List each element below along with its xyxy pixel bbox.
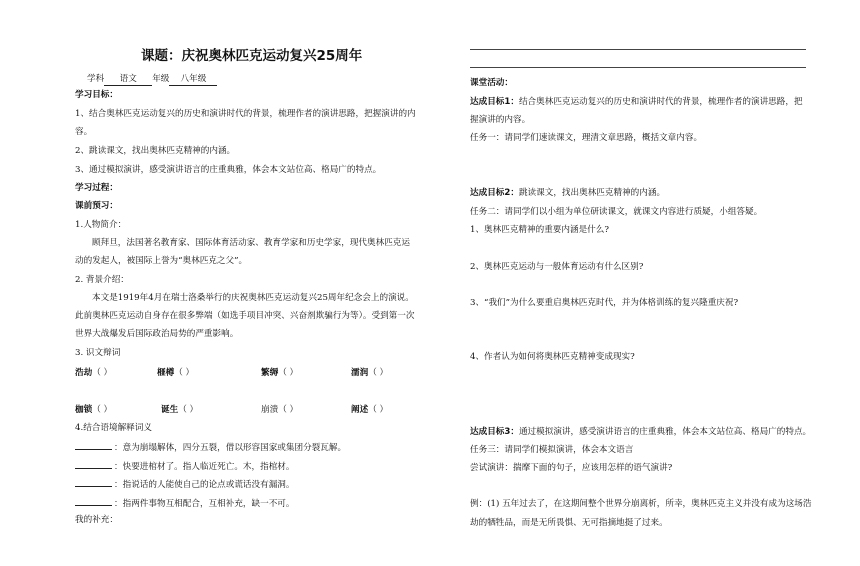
answer-blank[interactable]	[75, 440, 112, 450]
explain-item: ：快要进棺材了。指人临近死亡。木，指棺材。	[75, 459, 294, 473]
right-page	[470, 0, 812, 566]
goal-1: 1、结合奥林匹克运动复兴的历史和演讲时代的背景，梳理作者的演讲思路，把握演讲的内	[75, 109, 416, 119]
goal-2: 达成目标2：跳读课文，找出奥林匹克精神的内涵。	[470, 188, 666, 198]
task-1: 任务一：请同学们速读课文，理清文章思路，概括文章内容。	[470, 133, 703, 143]
explain-item: ：指说话的人能使自己的论点或谎话没有漏洞。	[75, 477, 294, 491]
goal-1-cont: 容。	[75, 127, 93, 137]
task-2: 任务二：请同学们以小组为单位研读课文，就课文内容进行质疑，小组答疑。	[470, 207, 763, 217]
answer-line[interactable]	[470, 49, 806, 50]
subject-grade-line	[87, 73, 217, 86]
class-heading: 课堂活动：	[470, 78, 513, 88]
question-4: 4、作者认为如何将奥林匹克精神变成现实?	[470, 352, 635, 362]
vocab-heading: 3. 识文辩词	[75, 348, 121, 358]
subject-label: 学科	[87, 74, 105, 84]
try-speech: 尝试演讲：揣摩下面的句子，应该用怎样的语气演讲?	[470, 463, 673, 473]
answer-blank[interactable]	[75, 477, 112, 487]
question-1: 1、奥林匹克精神的重要内涵是什么?	[470, 225, 609, 235]
vocab-item: 阐述（ ）	[351, 405, 389, 415]
vocab-item: 浩劫（ ）	[75, 368, 113, 378]
vocab-item: 枷锁（ ）	[75, 405, 113, 415]
process-heading: 学习过程：	[75, 183, 118, 193]
supplement-label: 我的补充：	[75, 515, 118, 525]
vocab-item: 繁缛（ ）	[261, 368, 299, 378]
preview-heading: 课前预习：	[75, 201, 118, 211]
explain-item: ：指两件事物互相配合，互相补充，缺一不可。	[75, 496, 294, 510]
goal-2: 2、跳读课文，找出奥林匹克精神的内涵。	[75, 146, 236, 156]
answer-blank[interactable]	[75, 459, 112, 469]
subject-value: 语文	[104, 73, 152, 86]
example-1: 例：(1) 五年过去了，在这期间整个世界分崩离析，所幸，奥林匹克主义并没有成为这场浩	[470, 499, 812, 509]
author-heading: 1.人物简介：	[75, 220, 127, 230]
task-3: 任务三：请同学们模拟演讲，体会本文语言	[470, 445, 634, 455]
goal-3: 3、通过模拟演讲，感受演讲语言的庄重典雅，体会本文站位高、格局广的特点。	[75, 165, 382, 175]
answer-line[interactable]	[470, 67, 806, 68]
background-heading: 2. 背景介绍：	[75, 275, 129, 285]
explain-item: ：意为崩塌解体，四分五裂，借以形容国家或集团分裂瓦解。	[75, 440, 346, 454]
author-text-1: 顾拜旦，法国著名教育家、国际体育活动家、教育学家和历史学家，现代奥林匹克运	[92, 238, 410, 248]
example-2: 劫的牺牲品，而是无所畏惧、无可指摘地挺了过来。	[470, 518, 668, 528]
goal-1: 达成目标1：结合奥林匹克运动复兴的历史和演讲时代的背景，梳理作者的演讲思路，把	[470, 97, 803, 107]
vocab-item: 诞生（ ）	[161, 405, 199, 415]
grade-label: 年级	[152, 74, 170, 84]
goal-1-cont: 握演讲的内容。	[470, 115, 531, 125]
background-text-2: 此前奥林匹克运动自身存在很多弊端（如选手项目冲突、兴奋剂欺骗行为等）。受到第一次	[75, 311, 415, 321]
vocab-item: 榧樽（ ）	[157, 368, 195, 378]
background-text-3: 世界大战爆发后国际政治局势的严重影响。	[75, 329, 239, 339]
answer-blank[interactable]	[75, 496, 112, 506]
lesson-title: 课题：庆祝奥林匹克运动复兴25周年	[141, 48, 363, 64]
vocab-item: 崩溃（ ）	[261, 405, 299, 415]
vocab-item: 濡润（ ）	[351, 368, 389, 378]
goals-heading: 学习目标：	[75, 90, 118, 100]
author-text-2: 动的发起人，被国际上誉为“奥林匹克之父”。	[75, 256, 248, 266]
grade-value: 八年级	[169, 73, 217, 86]
question-3: 3、“我们”为什么要重启奥林匹克时代，并为体格训练的复兴隆重庆祝?	[470, 298, 739, 308]
left-page	[75, 0, 415, 566]
background-text-1: 本文是1919年4月在瑞士洛桑举行的庆祝奥林匹克运动复兴25周年纪念会上的演说。	[92, 293, 414, 303]
question-2: 2、奥林匹克运动与一般体育运动有什么区别?	[470, 262, 644, 272]
goal-3: 达成目标3：通过模拟演讲，感受演讲语言的庄重典雅，体会本文站位高、格局广的特点。	[470, 427, 812, 437]
explain-heading: 4.结合语境解释词义	[75, 423, 152, 433]
